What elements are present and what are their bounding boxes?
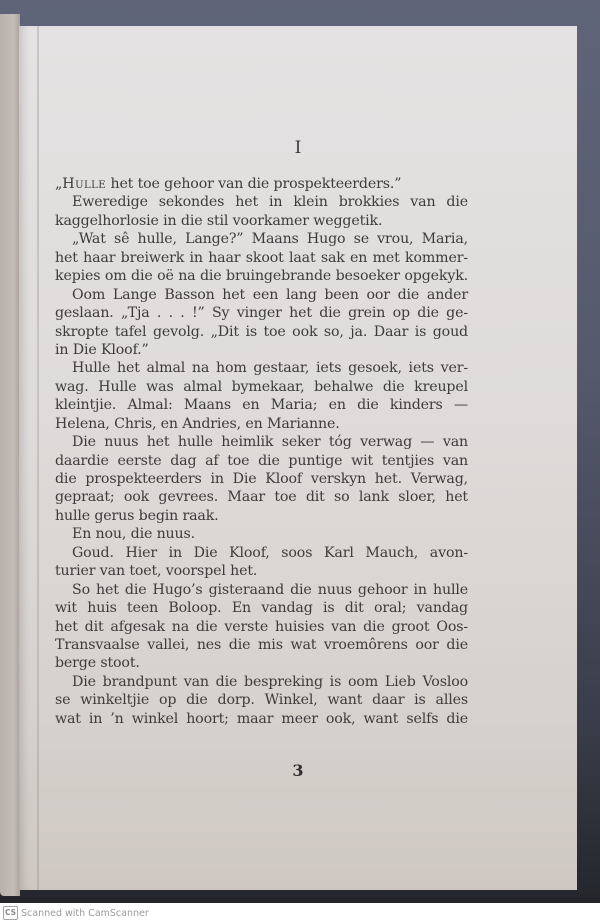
text-line: wit huis teen Boloop. En vandag is dit oral; vandag bbox=[55, 600, 468, 617]
text-line: turier van toet, voorspel het. bbox=[55, 563, 258, 580]
text-line: se winkeltjie op die dorp. Winkel, want daar is alles bbox=[55, 692, 468, 709]
text-line: berge stoot. bbox=[55, 655, 140, 672]
camscanner-label: Scanned with CamScanner bbox=[21, 907, 149, 919]
text-line: daardie eerste dag af toe die puntige wit tentjies van bbox=[55, 452, 468, 469]
text-line: het dit afgesak na die verste huisies van die groot Oos- bbox=[55, 618, 468, 635]
text-line: Transvaalse vallei, nes die mis wat vroemôrens oor die bbox=[55, 636, 468, 653]
text-line: wag. Hulle was almal bymekaar, behalwe die kreupel bbox=[55, 378, 468, 395]
body-text bbox=[55, 175, 468, 728]
text-line: hulle gerus begin raak. bbox=[55, 507, 219, 524]
book-page bbox=[19, 26, 577, 890]
small-caps-opening-word: Hulle bbox=[62, 176, 107, 192]
text-line: Oom Lange Basson het een lang been oor die ander bbox=[72, 286, 468, 303]
text-line: So het die Hugo’s gisteraand die nuus gehoor in hulle bbox=[72, 581, 468, 598]
facing-page-edge bbox=[0, 14, 20, 896]
page-number: 3 bbox=[292, 761, 304, 780]
text-line: Helena, Chris, en Andries, en Marianne. bbox=[55, 415, 340, 432]
text-line: in Die Kloof.” bbox=[55, 341, 149, 358]
text-line: Die nuus het hulle heimlik seker tóg verwag — van bbox=[72, 434, 468, 451]
text-line: En nou, die nuus. bbox=[72, 526, 196, 543]
text-line: het haar breiwerk in haar skoot laat sak en met kommer- bbox=[55, 249, 468, 266]
text-line: „Wat sê hulle, Lange?” Maans Hugo se vrou, Maria, bbox=[72, 231, 468, 248]
text-line: kleintjie. Almal: Maans en Maria; en die kinders — bbox=[55, 397, 468, 414]
text-line: kaggelhorlosie in die stil voorkamer weggetik. bbox=[55, 212, 383, 229]
text-line: Die brandpunt van die bespreking is oom Lieb Vosloo bbox=[72, 673, 468, 690]
camscanner-footer bbox=[0, 903, 600, 923]
text-line: gepraat; ook gevrees. Maar toe dit so lank sloer, het bbox=[55, 489, 468, 506]
text-line: geslaan. „Tja . . . !” Sy vinger het die grein op die ge- bbox=[55, 305, 468, 322]
text-line: Hulle het almal na hom gestaar, iets gesoek, iets ver- bbox=[72, 360, 468, 377]
text-line: „Hulle het toe gehoor van die prospekteerders.” bbox=[55, 176, 402, 192]
text-line: die prospekteerders in Die Kloof verskyn het. Verwag, bbox=[55, 471, 468, 487]
text-line: Eweredige sekondes het in klein brokkies van die bbox=[72, 194, 468, 211]
text-line: Goud. Hier in Die Kloof, soos Karl Mauch, avon- bbox=[72, 544, 468, 561]
text-line: skropte tafel gevolg. „Dit is toe ook so, ja. Daar is goud bbox=[55, 323, 468, 340]
text-line: wat in ’n winkel hoort; maar meer ook, want selfs die bbox=[55, 710, 468, 727]
camscanner-logo-icon: CS bbox=[3, 906, 18, 920]
text-line: kepies om die oë na die bruingebrande besoeker opgekyk. bbox=[55, 268, 468, 285]
chapter-heading: I bbox=[294, 138, 302, 158]
